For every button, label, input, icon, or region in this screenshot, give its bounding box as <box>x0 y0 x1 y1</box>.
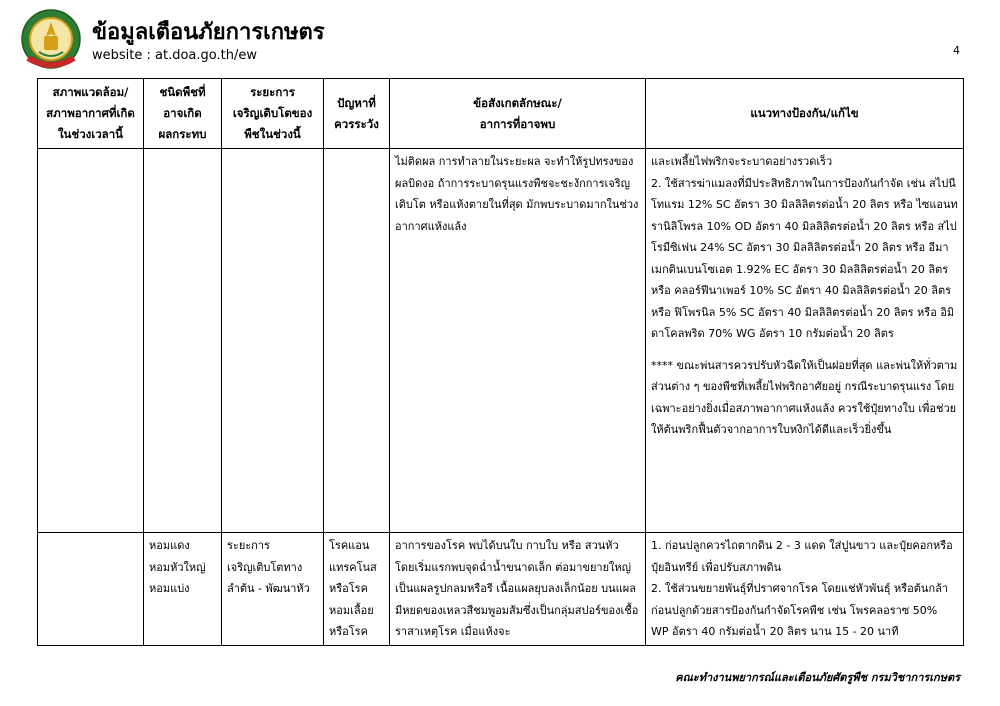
col-header-prevention: แนวทางป้องกัน/แก้ไข <box>646 79 964 149</box>
col-header-stage: ระยะการ เจริญเติบโตของ พืชในช่วงนี้ <box>222 79 324 149</box>
table-row <box>38 533 964 646</box>
cell-crop <box>144 149 222 533</box>
footer-credit: คณะทำงานพยากรณ์และเตือนภัยศัตรูพืช กรมวิชาการเกษตร <box>675 671 960 684</box>
page-number: 4 <box>953 44 960 57</box>
cell-problem <box>324 149 390 533</box>
cell-environment <box>38 149 144 533</box>
warning-table <box>37 78 964 646</box>
prevention-text: และเพลี้ยไฟพริกจะระบาดอย่างรวดเร็ว 2. ใช้สารฆ่าแมลงที่มีประสิทธิภาพในการป้องกันกำจัด เช่น สไปนีโทแรม 12% SC อัตรา 30 มิลลิลิตรต่อน้ำ 20 ลิตร หรือ ไซแอนทรานิลิโพรล 10% OD อัตรา 40 มิลลิลิตรต่อน้ำ 20 ลิตร หรือ สไปโรมีซิเฟน 24% SC อัตรา 30 มิลลิลิตรต่อน้ำ 20 ลิตร หรือ อีมาเมกตินเบนโซเอต 1.92% EC อัตรา 30 มิลลิลิตรต่อน้ำ 20 ลิตร หรือ คลอร์ฟีนาเพอร์ 10% SC อัตรา 40 มิลลิลิตรต่อน้ำ 20 ลิตร หรือ ฟิโพรนิล 5% SC อัตรา 40 มิลลิลิตรต่อน้ำ 20 ลิตร หรือ อิมิดาโคลพริด 70% WG อัตรา 10 กรัมต่อน้ำ 20 ลิตร <box>651 155 958 340</box>
prevention-text: 1. ก่อนปลูกควรไถตากดิน 2 - 3 แดด ใส่ปูนขาว และปุ๋ยคอกหรือปุ๋ยอินทรีย์ เพื่อปรับสภาพดิน 2. ใช้ส่วนขยายพันธุ์ที่ปราศจากโรค โดยแช่หัวพันธุ์ หรือต้นกล้าก่อนปลูกด้วยสารป้องกันกำจัดโรคพืช เช่น โพรคลอราซ 50% WP อัตรา 40 กรัมต่อน้ำ 20 ลิตร นาน 15 - 20 นาที <box>651 539 953 638</box>
cell-symptoms: อาการของโรค พบได้บนใบ กาบใบ หรือ สวนหัว โดยเริ่มแรกพบจุดฉ่ำน้ำขนาดเล็ก ต่อมาขยายใหญ่เป็นแผลรูปกลมหรือรี เนื้อแผลยุบลงเล็กน้อย บนแผลมีหยดของเหลวสีชมพูอมส้มซึ่งเป็นกลุ่มสปอร์ของเชื้อราสาเหตุโรค เมื่อแห้งจะ <box>390 533 646 646</box>
table-header-row <box>38 79 964 149</box>
cell-prevention <box>646 149 964 533</box>
cell-stage <box>222 149 324 533</box>
col-header-symptoms: ข้อสังเกตลักษณะ/ อาการที่อาจพบ <box>390 79 646 149</box>
cell-crop: หอมแดง หอมหัวใหญ่ หอมแบ่ง <box>144 533 222 646</box>
website-link[interactable]: website : at.doa.go.th/ew <box>92 48 257 63</box>
page-title: ข้อมูลเตือนภัยการเกษตร <box>92 20 325 45</box>
col-header-problem: ปัญหาที่ ควรระวัง <box>324 79 390 149</box>
prevention-note: **** ขณะพ่นสารควรปรับหัวฉีดให้เป็นฝอยที่สุด และพ่นให้ทั่วตามส่วนต่าง ๆ ของพืชที่เพลี้ยไฟพริกอาศัยอยู่ กรณีระบาดรุนแรง โดยเฉพาะอย่างยิ่งเมื่อสภาพอากาศแห้งแล้ง ควรใช้ปุ๋ยทางใบ เพื่อช่วยให้ต้นพริกฟื้นตัวจากอาการใบหงิกได้ดีและเร็วยิ่งขึ้น <box>651 358 958 436</box>
department-logo <box>20 8 82 70</box>
cell-stage: ระยะการ เจริญเติบโตทาง ลำต้น - พัฒนาหัว <box>222 533 324 646</box>
col-header-crop: ชนิดพืชที่ อาจเกิด ผลกระทบ <box>144 79 222 149</box>
cell-prevention <box>646 533 964 646</box>
cell-problem: โรคแอน แทรคโนส หรือโรค หอมเลื้อย หรือโรค <box>324 533 390 646</box>
col-header-environment: สภาพแวดล้อม/ สภาพอากาศที่เกิด ในช่วงเวลานี้ <box>38 79 144 149</box>
cell-environment <box>38 533 144 646</box>
cell-symptoms: ไม่ติดผล การทำลายในระยะผล จะทำให้รูปทรงของผลบิดงอ ถ้าการระบาดรุนแรงพืชจะชะงักการเจริญเติบโต หรือแห้งตายในที่สุด มักพบระบาดมากในช่วงอากาศแห้งแล้ง <box>390 149 646 533</box>
table-row <box>38 149 964 533</box>
